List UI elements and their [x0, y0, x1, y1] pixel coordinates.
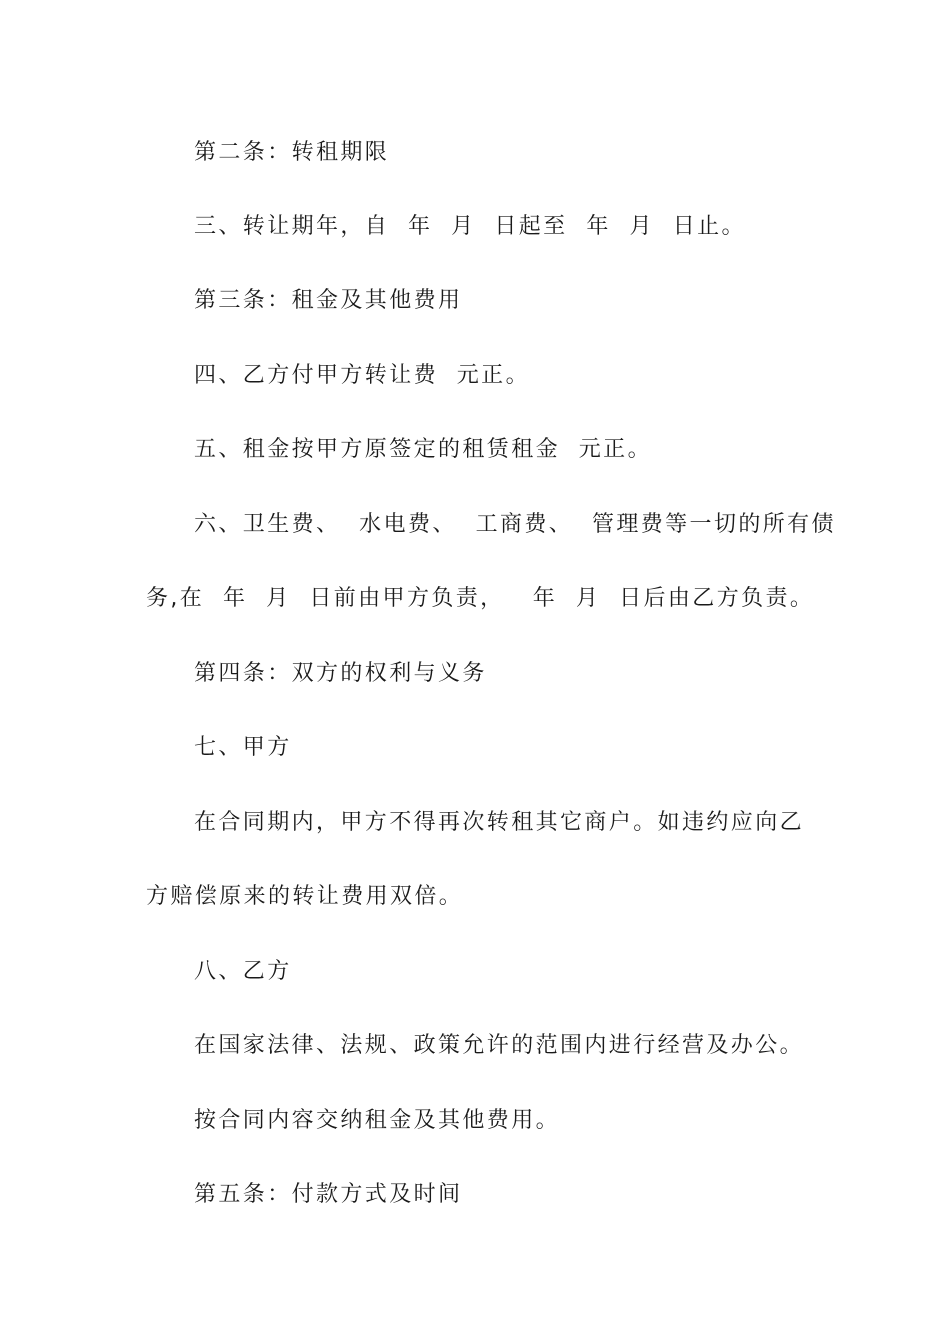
clause-7-party-a-heading: 七、甲方	[194, 735, 292, 760]
party-b-duty-1: 在国家法律、法规、政策允许的范围内进行经营及办公。	[194, 1033, 805, 1058]
party-a-duty-line-1: 在合同期内，甲方不得再次转租其它商户。如违约应向乙	[194, 810, 805, 835]
clause-6-fees-line-1: 六、卫生费、 水电费、 工商费、 管理费等一切的所有债	[194, 512, 836, 537]
party-b-duty-2: 按合同内容交纳租金及其他费用。	[194, 1108, 561, 1133]
clause-6-fees-line-2: 务,在 年 月 日前由甲方负责， 年 月 日后由乙方负责。	[146, 586, 815, 611]
clause-8-party-b-heading: 八、乙方	[194, 959, 292, 984]
party-a-duty-line-2: 方赔偿原来的转让费用双倍。	[146, 884, 464, 909]
article-5-heading: 第五条：付款方式及时间	[194, 1182, 463, 1207]
article-2-heading: 第二条：转租期限	[194, 140, 390, 165]
clause-3-term: 三、转让期年，自 年 月 日起至 年 月 日止。	[194, 214, 746, 239]
clause-5-rent: 五、租金按甲方原签定的租赁租金 元正。	[194, 437, 652, 462]
clause-4-transfer-fee: 四、乙方付甲方转让费 元正。	[194, 363, 530, 388]
article-3-heading: 第三条：租金及其他费用	[194, 288, 463, 313]
article-4-heading: 第四条：双方的权利与义务	[194, 661, 487, 686]
